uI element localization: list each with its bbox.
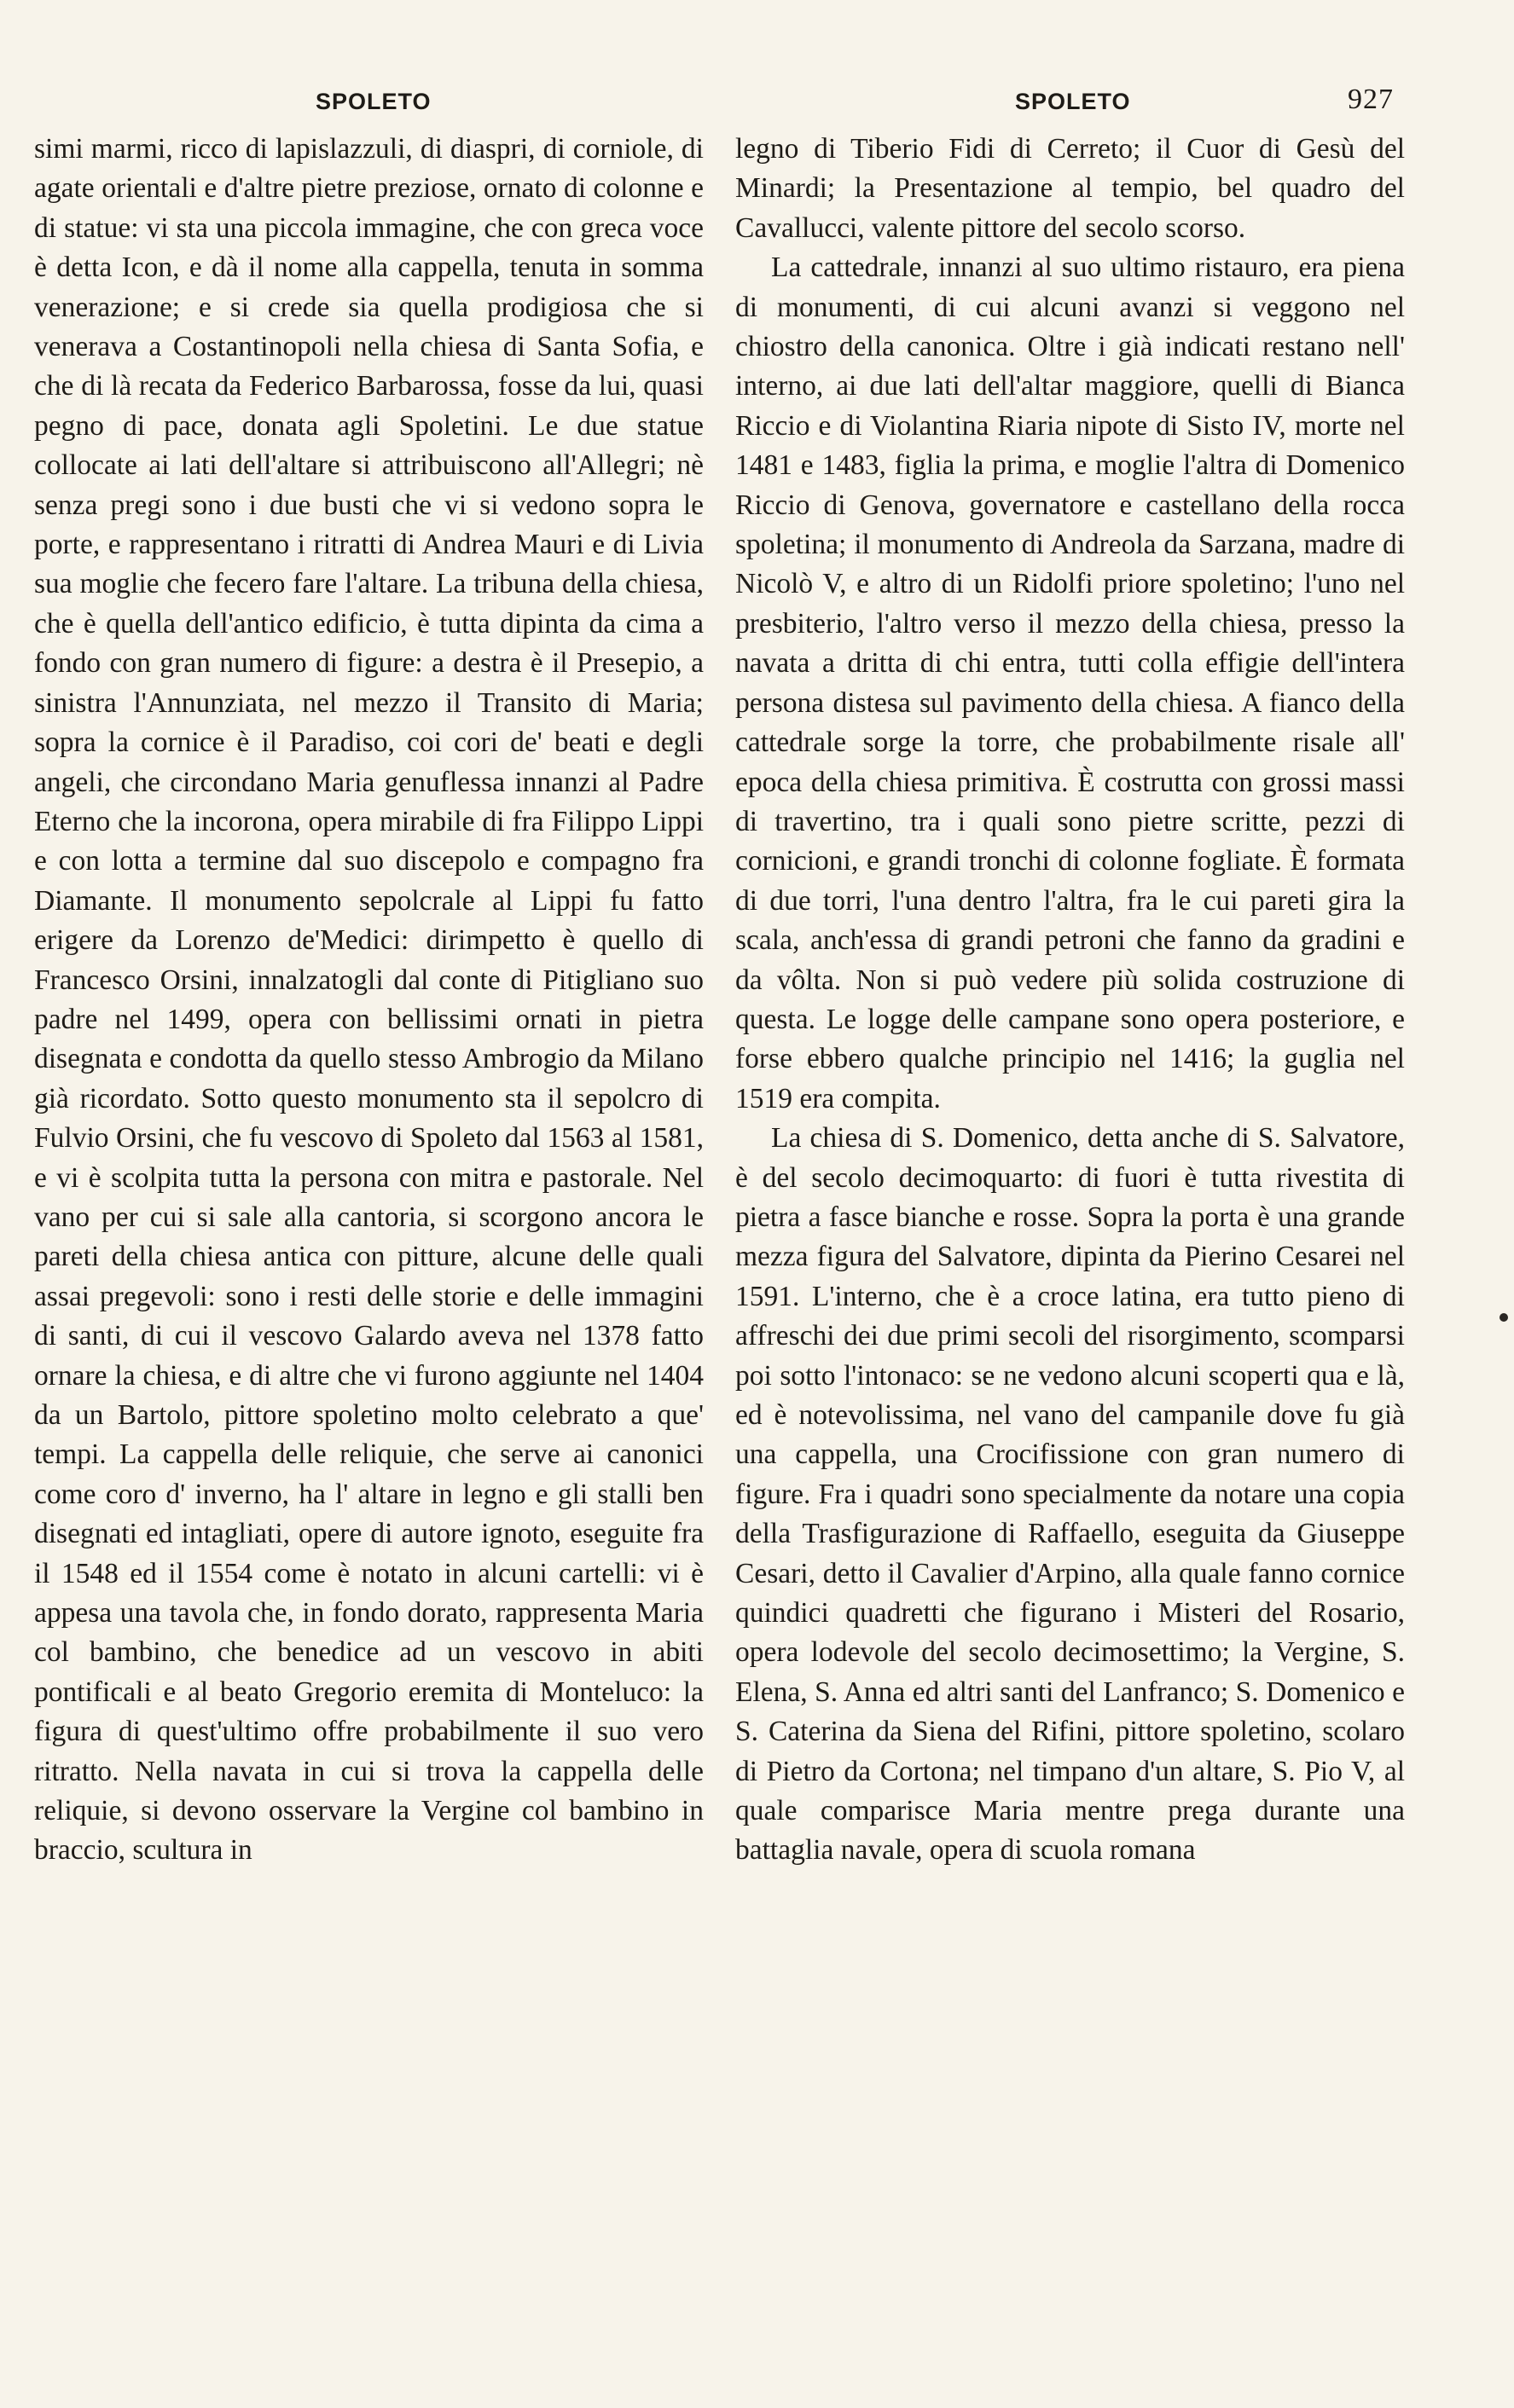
margin-ink-spot [1499,1313,1508,1322]
left-text-column [34,130,704,1871]
right-paragraph-3: La chiesa di S. Domenico, detta anche di S. Salvatore, è del secolo decimoquarto: di fuori è tutta rivestita di pietra a fasce bianche e rosse. Sopra la porta è una grande mezza figura del Salvatore, dipinta da Pierino Cesarei nel 1591. L'interno, che è a croce latina, era tutto pieno di affreschi dei due primi secoli del risorgimento, scomparsi poi sotto l'intonaco: se ne vedono alcuni scoperti qua e là, ed è notevolissima, nel vano del campanile dove fu già una cappella, una Crocifissione con gran numero di figure. Fra i quadri sono specialmente da notare una copia della Trasfigurazione di Raffaello, eseguita da Giuseppe Cesari, detto il Cavalier d'Arpino, alla quale fanno cornice quindici quadretti che figurano i Misteri del Rosario, opera lodevole del secolo decimosettimo; la Vergine, S. Elena, S. Anna ed altri santi del Lanfranco; S. Domenico e S. Caterina da Siena del Rifini, pittore spoletino, scolaro di Pietro da Cortona; nel timpano d'un altare, S. Pio V, al quale comparisce Maria mentre prega durante una battaglia navale, opera di scuola romana [735,1122,1405,1867]
page-number: 927 [1348,84,1394,115]
left-running-title: SPOLETO [316,89,432,114]
left-paragraph-1: simi marmi, ricco di lapislazzuli, di diaspri, di corniole, di agate orientali e d'altre pietre preziose, ornato di colonne e di statue: vi sta una piccola immagine, che con greca voce è detta Icon, e dà il nome alla cappella, tenuta in somma venerazione; e si crede sia quella prodigiosa che si venerava a Costantinopoli nella chiesa di Santa Sofia, e che di là recata da Federico Barbarossa, fosse da lui, quasi pegno di pace, donata agli Spoletini. Le due statue collocate ai lati dell'altare si attribuiscono all'Allegri; nè senza pregi sono i due busti che vi si vedono sopra le porte, e rappresentano i ritratti di Andrea Mauri e di Livia sua moglie che fecero fare l'altare. La tribuna della chiesa, che è quella dell'antico edificio, è tutta dipinta da cima a fondo con gran numero di figure: a destra è il Presepio, a sinistra l'Annunziata, nel mezzo il Transito di Maria; sopra la cornice è il Paradiso, coi cori de' beati e degli angeli, che circondano Maria genuflessa innanzi al Padre Eterno che la incorona, opera mirabile di fra Filippo Lippi e con lotta a termine dal suo discepolo e compagno fra Diamante. Il monumento sepolcrale al Lippi fu fatto erigere da Lorenzo de'Medici: dirimpetto è quello di Francesco Orsini, innalzatogli dal conte di Pitigliano suo padre nel 1499, opera con bellissimi ornati in pietra disegnata e condotta da quello stesso Ambrogio da Milano già ricordato. Sotto questo monumento sta il sepolcro di Fulvio Orsini, che fu vescovo di Spoleto dal 1563 al 1581, e vi è scolpita tutta la persona con mitra e pastorale. Nel vano per cui si sale alla cantoria, si scorgono ancora le pareti della chiesa antica con pitture, alcune delle quali assai pregevoli: sono i resti delle storie e delle immagini di santi, di cui il vescovo Galardo aveva nel 1378 fatto ornare la chiesa, e di altre che vi furono aggiunte nel 1404 da un Bartolo, pittore spoletino molto celebrato a que' tempi. La cappella delle reliquie, che serve ai canonici come coro d' inverno, ha l' altare in legno e gli stalli ben disegnati ed intagliati, opere di autore ignoto, eseguite fra il 1548 ed il 1554 come è notato in alcuni cartelli: vi è appesa una tavola che, in fondo dorato, rappresenta Maria col bambino, che benedice ad un vescovo in abiti pontificali e al beato Gregorio eremita di Monteluco: la figura di quest'ultimo offre probabilmente il suo vero ritratto. Nella navata in cui si trova la cappella delle reliquie, si devono osservare la Vergine col bambino in braccio, scultura in [34,133,704,1867]
right-running-title: SPOLETO [1015,89,1131,114]
right-text-column [735,130,1405,1871]
right-paragraph-2: La cattedrale, innanzi al suo ultimo ristauro, era piena di monumenti, di cui alcuni avanzi si veggono nel chiostro della canonica. Oltre i già indicati restano nell' interno, ai due lati dell'altar maggiore, quelli di Bianca Riccio e di Violantina Riaria nipote di Sisto IV, morte nel 1481 e 1483, figlia la prima, e moglie l'altra di Domenico Riccio di Genova, governatore e castellano della rocca spoletina; il monumento di Andreola da Sarzana, madre di Nicolò V, e altro di un Ridolfi priore spoletino; l'uno nel presbiterio, l'altro verso il mezzo della chiesa, presso la navata a dritta di chi entra, tutti colla effigie dell'intera persona distesa sul pavimento della chiesa. A fianco della cattedrale sorge la torre, che probabilmente risale all' epoca della chiesa primitiva. È costrutta con grossi massi di travertino, tra i quali sono pietre scritte, pezzi di cornicioni, e grandi tronchi di colonne fogliate. È formata di due torri, l'una dentro l'altra, fra le cui pareti gira la scala, anch'essa di grandi petroni che fanno da gradini e da vôlta. Non si può vedere più solida costruzione di questa. Le logge delle campane sono opera posteriore, e forse ebbero qualche principio nel 1416; la guglia nel 1519 era compita. [735,252,1405,1114]
right-paragraph-1: legno di Tiberio Fidi di Cerreto; il Cuor di Gesù del Minardi; la Presentazione al tempio, bel quadro del Cavallucci, valente pittore del secolo scorso. [735,133,1405,244]
running-header [0,84,1514,131]
